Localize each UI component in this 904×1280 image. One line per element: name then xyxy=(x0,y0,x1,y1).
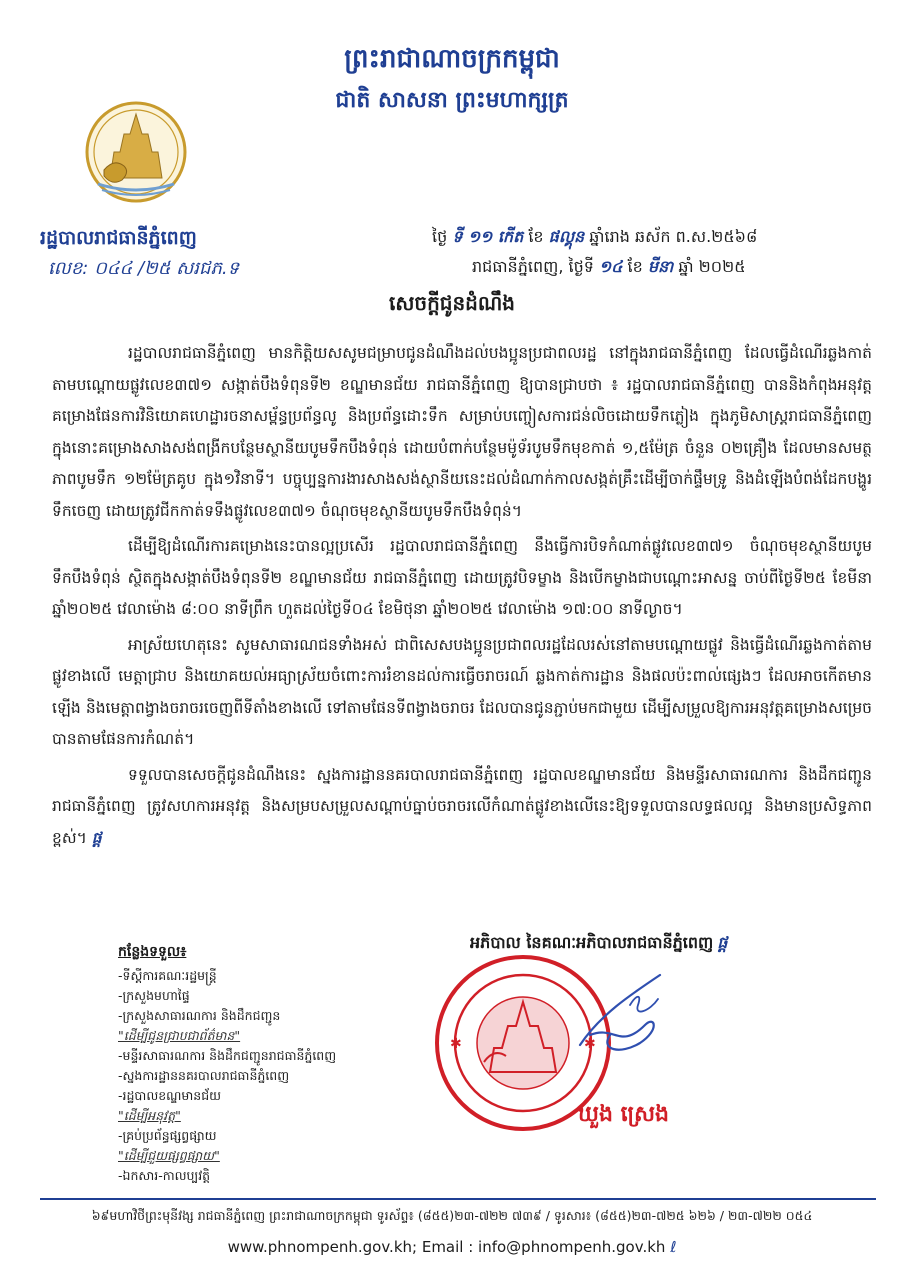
body-paragraph-1: រដ្ឋបាលរាជធានីភ្នំពេញ មានកិត្តិយសសូមជម្រាបជូនដំណឹងដល់បងប្អូនប្រជាពលរដ្ឋ នៅក្នុងរាជធានីភ្នំពេញ ដែលធ្វើដំណើរឆ្លងកាត់តាមបណ្តោយផ្លូវលេខ៣៧១ សង្កាត់បឹងទំពុនទី២ ខណ្ឌមានជ័យ រាជធានីភ្នំពេញ ឱ្យបានជ្រាបថា ៖ រដ្ឋបាលរាជធានីភ្នំពេញ បាននិងកំពុងអនុវត្តគម្រោងផែនការវិនិយោគហេដ្ឋារចនាសម្ព័ន្ធប្រព័ន្ធលូ និងប្រព័ន្ធដោះទឹក សម្រាប់បញ្ចៀសការជន់លិចដោយទឹកភ្លៀង ក្នុងភូមិសាស្ត្ររាជធានីភ្នំពេញ ក្នុងនោះគម្រោងសាងសង់ពង្រីកបន្ថែមស្ថានីយបូមទឹកបឹងទំពុន់ ដោយបំពាក់បន្ថែមម៉ូទ័របូមទឹកមុខកាត់ ១,៥ម៉ែត្រ ចំនួន ០២គ្រឿង ដែលមានសមត្ថភាពបូមទឹក ១២ម៉ែត្រគូប ក្នុង១វិនាទី។ បច្ចុប្បន្នការងារសាងសង់ស្ថានីយនេះដល់ដំណាក់កាលសង្កត់គ្រឹះដើម្បីចាក់ផ្ទឹមទ្រូ និងដំឡើងបំពង់ដែកបង្ហូរទឹកចេញ ដោយត្រូវជីកកាត់ទទឹងផ្លូវលេខ៣៧១ ចំណុចមុខស្ថានីយបូមទឹកបឹងទំពុន់។ xyxy=(52,344,872,520)
lunar-month: ផល្គុន xyxy=(548,227,585,246)
kingdom-title: ព្រះរាជាណាចក្រកម្ពុជា xyxy=(344,44,560,74)
lunar-date-prefix: ថ្ងៃ xyxy=(432,227,448,246)
recipient-item: -ទីស្តីការគណៈរដ្ឋមន្ត្រី xyxy=(118,968,217,983)
signatory-title-text: អភិបាល នៃគណៈអភិបាលរាជធានីភ្នំពេញ xyxy=(470,933,714,952)
footer-divider xyxy=(40,1198,876,1200)
body-paragraph-2: ដើម្បីឱ្យដំណើរការគម្រោងនេះបានល្អប្រសើរ រដ្ឋបាលរាជធានីភ្នំពេញ នឹងធ្វើការបិទកំណាត់ផ្លូវលេខ៣៧១ ចំណុចមុខស្ថានីយបូមទឹកបឹងទំពុន់ ស្ថិតក្នុងសង្កាត់បឹងទំពុនទី២ ខណ្ឌមានជ័យ រាជធានីភ្នំពេញ ដោយត្រូវបិទម្ខាង និងបើកម្ខាងជាបណ្តោះអាសន្ន ចាប់ពីថ្ងៃទី២៥ ខែមីនា ឆ្នាំ២០២៥ វេលាម៉ោង ៨:០០ នាទីព្រឹក ហួតដល់ថ្ងៃទី០៤ ខែមិថុនា ឆ្នាំ២០២៥ វេលាម៉ោង ១៧:០០ នាទីល្ងាច។ xyxy=(52,537,872,618)
footer-address: ៦៩មហាវិថីព្រះមុនីវង្ស រាជធានីភ្នំពេញ ព្រះរាជាណាចក្រកម្ពុជា ទូរស័ព្ទ៖ (៨៥៥)២៣-៧២២ ៧៣៩ / ទូរសារ៖ (៨៥៥)២៣-៧២៥ ៦២៦ / ២៣-៧២២ ០៥៤ xyxy=(91,1208,813,1223)
notice-body xyxy=(52,338,872,854)
signatory-name: ឃួង ស្រេង xyxy=(578,1102,670,1127)
recipient-item: -ឯកសារ-កាលប្បវត្តិ xyxy=(118,1168,211,1183)
recipient-purpose-note: "ដើម្បីអនុវត្ត" xyxy=(118,1108,181,1123)
recipient-item: -មន្ទីរសាធារណការ និងដឹកជញ្ជូនរាជធានីភ្នំពេញ xyxy=(118,1048,337,1063)
lunar-day: ទី ១១ កើត xyxy=(452,227,524,246)
lunar-year: ឆ្នាំរោង ឆស័ក ព.ស.២៥៦៨ xyxy=(589,227,758,246)
handwritten-initial: ផ្ត xyxy=(91,828,102,847)
issuing-authority: រដ្ឋបាលរាជធានីភ្នំពេញ xyxy=(40,227,197,249)
gregorian-day: ១៤ xyxy=(598,257,623,276)
handwritten-tick: ℓ xyxy=(670,1238,677,1256)
body-paragraph-4: ទទួលបានសេចក្តីជូនដំណឹងនេះ ស្នងការដ្ឋាននគរបាលរាជធានីភ្នំពេញ រដ្ឋបាលខណ្ឌមានជ័យ និងមន្ទីរសាធារណការ និងដឹកជញ្ជូនរាជធានីភ្នំពេញ ត្រូវសហការអនុវត្ត និងសម្របសម្រួលសណ្តាប់ធ្នាប់ចរាចរលើកំណាត់ផ្លូវខាងលើនេះឱ្យទទួលបានលទ្ធផលល្អ និងមានប្រសិទ្ធភាពខ្ពស់។ xyxy=(52,765,872,847)
reference-number: លេខ: ០៤៤ /២៥ សរជភ.ទ xyxy=(48,258,240,279)
footer-web-email: www.phnompenh.gov.kh; Email : info@phnompenh.gov.kh xyxy=(227,1238,666,1256)
recipient-item: -ក្រសួងសាធារណការ និងដឹកជញ្ជូន xyxy=(118,1008,281,1023)
gregorian-date xyxy=(472,256,746,280)
recipient-item: -ស្នងការដ្ឋាននគរបាលរាជធានីភ្នំពេញ xyxy=(118,1068,290,1083)
notice-subject: សេចក្តីជូនដំណឹង xyxy=(389,291,515,315)
body-paragraph-3: អាស្រ័យហេតុនេះ សូមសាធារណជនទាំងអស់ ជាពិសេសបងប្អូនប្រជាពលរដ្ឋដែលរស់នៅតាមបណ្តោយផ្លូវ និងធ្វើដំណើរឆ្លងកាត់តាមផ្លូវខាងលើ មេត្តាជ្រាប និងយោគយល់អធ្យាស្រ័យចំពោះការរំខានដល់ការធ្វើចរាចរណ៍ ឆ្លងកាត់ការដ្ឋាន និងផលប៉ះពាល់ផ្សេងៗ ដែលអាចកើតមានឡើង និងមេត្តាពង្វាងចរាចរចេញពីទីតាំងខាងលើ ទៅតាមផែនទីពង្វាងចរាចរ ដែលបានជូនភ្ជាប់មកជាមួយ ដើម្បីសម្រួលឱ្យការអនុវត្តគម្រោងសម្រេចបានតាមផែនការកំណត់។ xyxy=(52,635,872,748)
svg-text:✱: ✱ xyxy=(584,1036,596,1052)
recipient-item: -ក្រសួងមហាផ្ទៃ xyxy=(118,988,190,1003)
gregorian-month-label: ខែ xyxy=(627,257,643,276)
lunar-month-label: ខែ xyxy=(528,227,544,246)
recipient-purpose-note: "ដើម្បីជួយផ្សព្វផ្សាយ" xyxy=(118,1148,220,1163)
footer-contact xyxy=(0,1238,904,1256)
svg-text:✱: ✱ xyxy=(450,1036,462,1052)
phnom-penh-emblem-logo xyxy=(84,100,188,204)
body-paragraph-4-wrapper xyxy=(52,760,872,855)
recipients-list xyxy=(118,966,370,1186)
recipient-purpose-note: "ដើម្បីជូនជ្រាបជាព័ត៌មាន" xyxy=(118,1028,241,1043)
national-motto: ជាតិ សាសនា ព្រះមហាក្សត្រ xyxy=(335,88,569,113)
gregorian-date-prefix: រាជធានីភ្នំពេញ, ថ្ងៃទី xyxy=(472,257,594,276)
lunar-date xyxy=(432,226,757,250)
gregorian-year: ឆ្នាំ ២០២៥ xyxy=(678,257,746,276)
recipient-item: -គ្រប់ប្រព័ន្ធផ្សព្វផ្សាយ xyxy=(118,1128,217,1143)
title-initial: ផ្ត xyxy=(717,933,728,952)
recipient-item: -រដ្ឋបាលខណ្ឌមានជ័យ xyxy=(118,1088,222,1103)
recipients-title: កន្លែងទទួល៖ xyxy=(118,944,187,960)
handwritten-signature xyxy=(560,955,680,1075)
gregorian-month: មីនា xyxy=(647,257,674,276)
